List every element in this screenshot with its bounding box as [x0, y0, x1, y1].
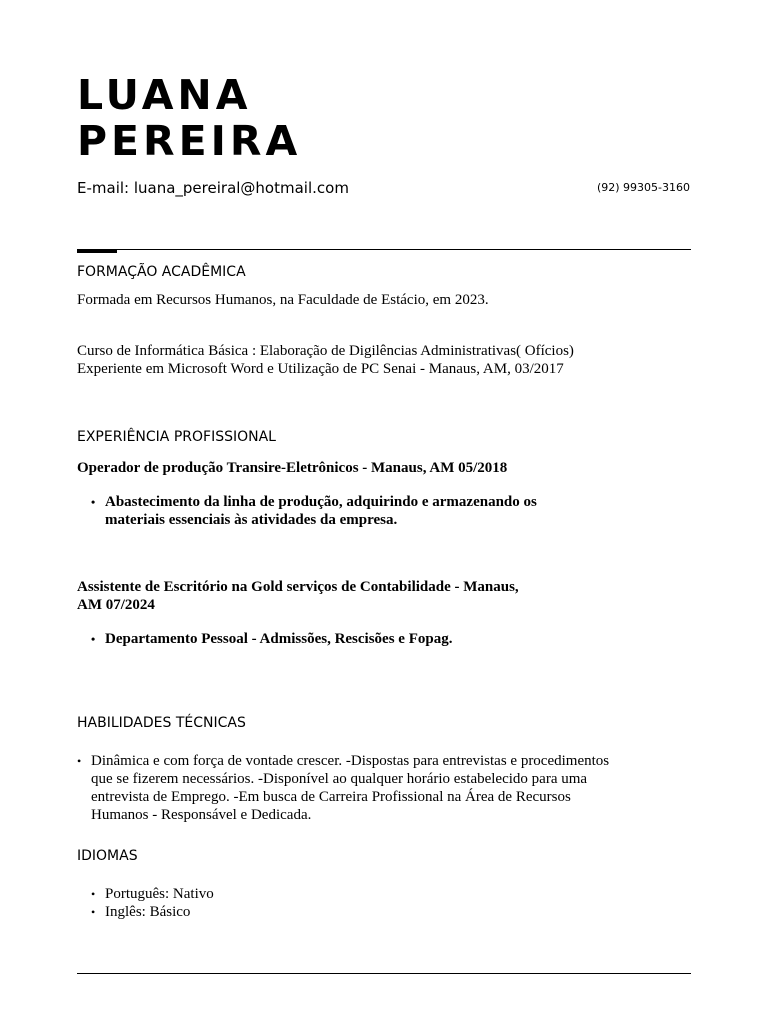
- skills-heading: HABILIDADES TÉCNICAS: [77, 715, 246, 731]
- bullet-icon: •: [91, 905, 96, 919]
- skills-list: [77, 752, 610, 824]
- languages-heading: IDIOMAS: [77, 848, 138, 864]
- phone-text: (92) 99305-3160: [596, 181, 690, 194]
- list-item: [91, 885, 214, 903]
- bottom-divider: [77, 973, 691, 974]
- education-degree: Formada em Recursos Humanos, na Faculdade de Estácio, em 2023.: [77, 292, 489, 308]
- languages-list: [91, 885, 214, 921]
- name-line-2: PEREIRA: [77, 117, 302, 165]
- course-line-1: Curso de Informática Básica : Elaboração de Digilências Administrativas( Ofícios): [77, 343, 574, 359]
- candidate-name: [77, 72, 301, 164]
- experience-heading: EXPERIÊNCIA PROFISSIONAL: [77, 429, 276, 445]
- job-title: [77, 459, 507, 477]
- skills-line-2: que se fizerem necessários. -Disponível ao qualquer horário estabelecido para uma: [91, 771, 588, 787]
- bullet-icon: •: [77, 754, 82, 768]
- job-duties: [91, 493, 537, 529]
- job-title: [77, 578, 519, 614]
- education-course: [77, 342, 697, 378]
- top-divider-accent: [77, 249, 117, 253]
- list-item: [91, 493, 537, 529]
- skills-line-1: Dinâmica e com força de vontade crescer. -Dispostas para entrevistas e procedimentos: [91, 753, 610, 769]
- list-item: [91, 630, 453, 648]
- job-duties: [91, 630, 453, 648]
- language-english: Inglês: Básico: [105, 904, 191, 920]
- name-line-1: LUANA: [77, 71, 252, 119]
- job-title-line-1: Operador de produção Transire-Eletrônicos - Manaus, AM 05/2018: [77, 460, 508, 476]
- bullet-icon: •: [91, 632, 96, 646]
- list-item: [77, 752, 610, 824]
- course-line-2: Experiente em Microsoft Word e Utilização de PC Senai - Manaus, AM, 03/2017: [77, 361, 564, 377]
- bullet-icon: •: [91, 495, 96, 509]
- email-text: E-mail: luana_pereiral@hotmail.com: [77, 179, 349, 197]
- list-item: [91, 903, 214, 921]
- duty-line-2: materiais essenciais às atividades da empresa.: [105, 512, 398, 528]
- job-title-line-2: AM 07/2024: [77, 597, 155, 613]
- education-heading: FORMAÇÃO ACADÊMICA: [77, 264, 246, 280]
- duty-line-1: Departamento Pessoal - Admissões, Rescisões e Fopag.: [105, 631, 453, 647]
- job-title-line-1: Assistente de Escritório na Gold serviços de Contabilidade - Manaus,: [77, 579, 519, 595]
- skills-line-3: entrevista de Emprego. -Em busca de Carreira Profissional na Área de Recursos: [91, 789, 571, 805]
- top-divider: [77, 249, 691, 250]
- language-portuguese: Português: Nativo: [105, 886, 214, 902]
- duty-line-1: Abastecimento da linha de produção, adquirindo e armazenando os: [105, 494, 537, 510]
- skills-line-4: Humanos - Responsável e Dedicada.: [91, 807, 312, 823]
- bullet-icon: •: [91, 887, 96, 901]
